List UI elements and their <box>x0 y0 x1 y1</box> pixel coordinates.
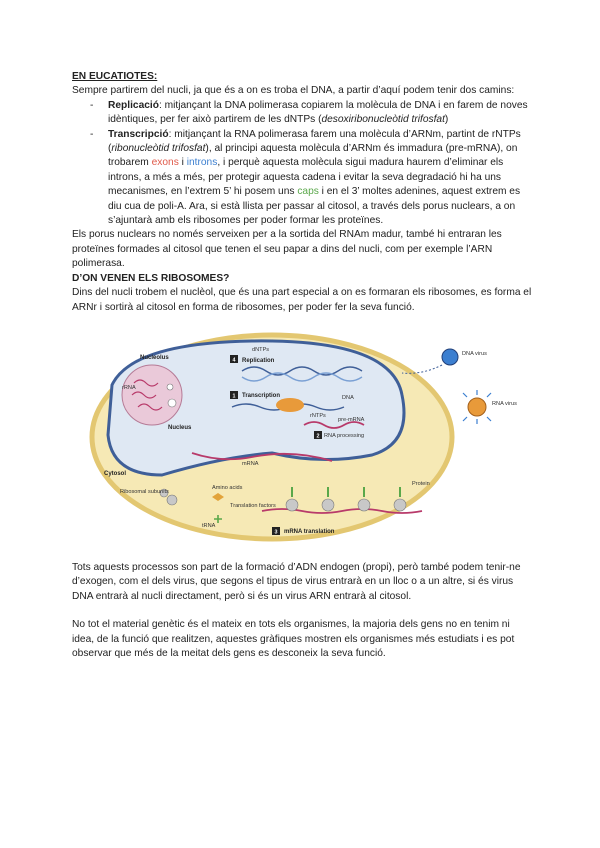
list-dash: - <box>90 128 94 140</box>
label-protein: Protein <box>412 480 430 487</box>
label-nucleolus: Nucleolus <box>140 354 169 361</box>
label-rna-processing: RNA processing <box>324 432 365 439</box>
transcription-italic: ribonucleòtid trifosfat <box>111 143 206 155</box>
label-dntps: dNTPs <box>252 346 270 353</box>
viruses-paragraph: Tots aquests processos son part de la formació d’ADN endogen (propi), però també podem tenir-ne d’exogen, com el dels virus, que segons el tipus de virus entrarà en un lloc o a un altre, si és virus DNA entrarà al nucli directament, però si és un virus ARN entrarà al citosol. <box>72 561 521 602</box>
cell-diagram-svg <box>72 325 532 547</box>
list-item-transcription <box>90 128 532 229</box>
label-rna-virus: RNA virus <box>492 400 517 407</box>
list-dash: - <box>90 99 94 111</box>
ribosome-icon <box>358 499 370 511</box>
transcription-text-d: , i perquè aquesta molècula sigui madura haurem d’eliminar els introns, a més a més, per protegir aquesta cadena i evitar la seva degradació hi ha uns mecanismes, en l’extrem 5’ hi posem uns <box>108 157 504 198</box>
genetic-material-paragraph: No tot el material genètic és el mateix en tots els organismes, la majoria dels gens no en tenim ni idea, de la funció que realitzen, aquestes gràfiques mostren els organismes més estudiats i es pot observar que més de la meitat dels gens es desconeix la seva funció. <box>72 619 515 659</box>
outro-paragraph: Els porus nuclears no només serveixen per a la sortida del RNAm madur, també hi entraran les proteïnes formades al citosol que tenen el seu papar a dins del nucli, com per exemple l’ARN polimerasa. <box>72 229 502 270</box>
replication-text-b: ) <box>444 114 449 126</box>
section-heading-eukaryotes: EN EUCATIOTES: <box>72 71 158 82</box>
highlight-exons: exons <box>151 157 179 169</box>
label-translation-factors: Translation factors <box>230 502 276 509</box>
step-number-2: 2 <box>316 433 320 440</box>
ribosome-subunit-icon <box>168 399 176 407</box>
highlight-introns: introns <box>186 157 218 169</box>
term-transcripcio: Transcripció <box>108 128 169 140</box>
step-number-1: 1 <box>232 393 236 400</box>
document-page <box>72 70 532 661</box>
dna-virus-icon <box>442 349 458 365</box>
transcription-text-e: i en el 3’ moltes adenines, aquest extrem es diu cua de poli-A. Ara, si està llista per passar al citosol, a través dels porus nuclears, a on s’ajuntarà amb els ribosomes per poder formar les proteïnes. <box>108 186 521 227</box>
label-replication: Replication <box>242 357 275 364</box>
transcription-text-c: i <box>178 157 187 169</box>
label-pre-mrna: pre-mRNA <box>338 416 365 423</box>
label-dna-virus: DNA virus <box>462 350 487 357</box>
label-nucleus: Nucleus <box>168 424 192 431</box>
list-item-replication <box>90 99 532 128</box>
term-replicacio: Replicació <box>108 99 159 111</box>
label-mrna-translation: mRNA translation <box>284 528 335 535</box>
nucleolus-shape <box>122 365 182 425</box>
transcription-text-a: : mitjançant la RNA polimerasa farem una molècula d’ARNm, partint de rNTPs ( <box>108 128 521 155</box>
highlight-caps: caps <box>297 186 319 198</box>
replication-text-a: : mitjançant la DNA polimerasa copiarem la molècula de DNA i en farem de noves idèntiques, per fer això partirem de les dNTPs ( <box>108 99 528 126</box>
label-transcription: Transcription <box>242 392 281 399</box>
label-cytosol: Cytosol <box>104 470 127 477</box>
ribosome-icon <box>286 499 298 511</box>
ribosome-subunit-icon <box>167 384 173 390</box>
cell-diagram <box>72 325 532 547</box>
replication-italic: desoxiribonucleòtid trifosfat <box>321 114 445 126</box>
step-number-4: 4 <box>232 357 236 364</box>
transcription-text-b: ), al principi aquesta molècula d’ARNm és immadura (pre-mRNA), on trobarem <box>108 143 518 169</box>
section-heading-ribosomes: D’ON VENEN ELS RIBOSOMES? <box>72 272 230 284</box>
label-dna: DNA <box>342 394 354 401</box>
step-number-3: 3 <box>274 529 278 536</box>
label-amino-acids: Amino acids <box>212 484 243 491</box>
label-rrna: rRNA <box>122 384 136 391</box>
label-trna: tRNA <box>202 522 216 529</box>
label-rntps: rNTPs <box>310 412 326 419</box>
process-list <box>72 99 532 229</box>
label-ribosomal-subunits: Ribosomal subunits <box>120 488 169 495</box>
ribosome-icon <box>394 499 406 511</box>
ribosome-subunit-icon <box>167 495 177 505</box>
ribosomes-paragraph: Dins del nucli trobem el nuclèol, que és una part especial a on es formaran els ribosomes, es forma el ARNr i sortirà al citosol en forma de ribosomes, per poder fer la seva funció. <box>72 287 532 313</box>
label-mrna: mRNA <box>242 460 259 467</box>
intro-paragraph: Sempre partirem del nucli, ja que és a on es troba el DNA, a partir d’aquí podem tenir dos camins: <box>72 85 515 97</box>
rna-polymerase-icon <box>276 398 304 412</box>
rna-virus-icon <box>468 398 486 416</box>
ribosome-icon <box>322 499 334 511</box>
paragraph-gap <box>72 604 532 618</box>
